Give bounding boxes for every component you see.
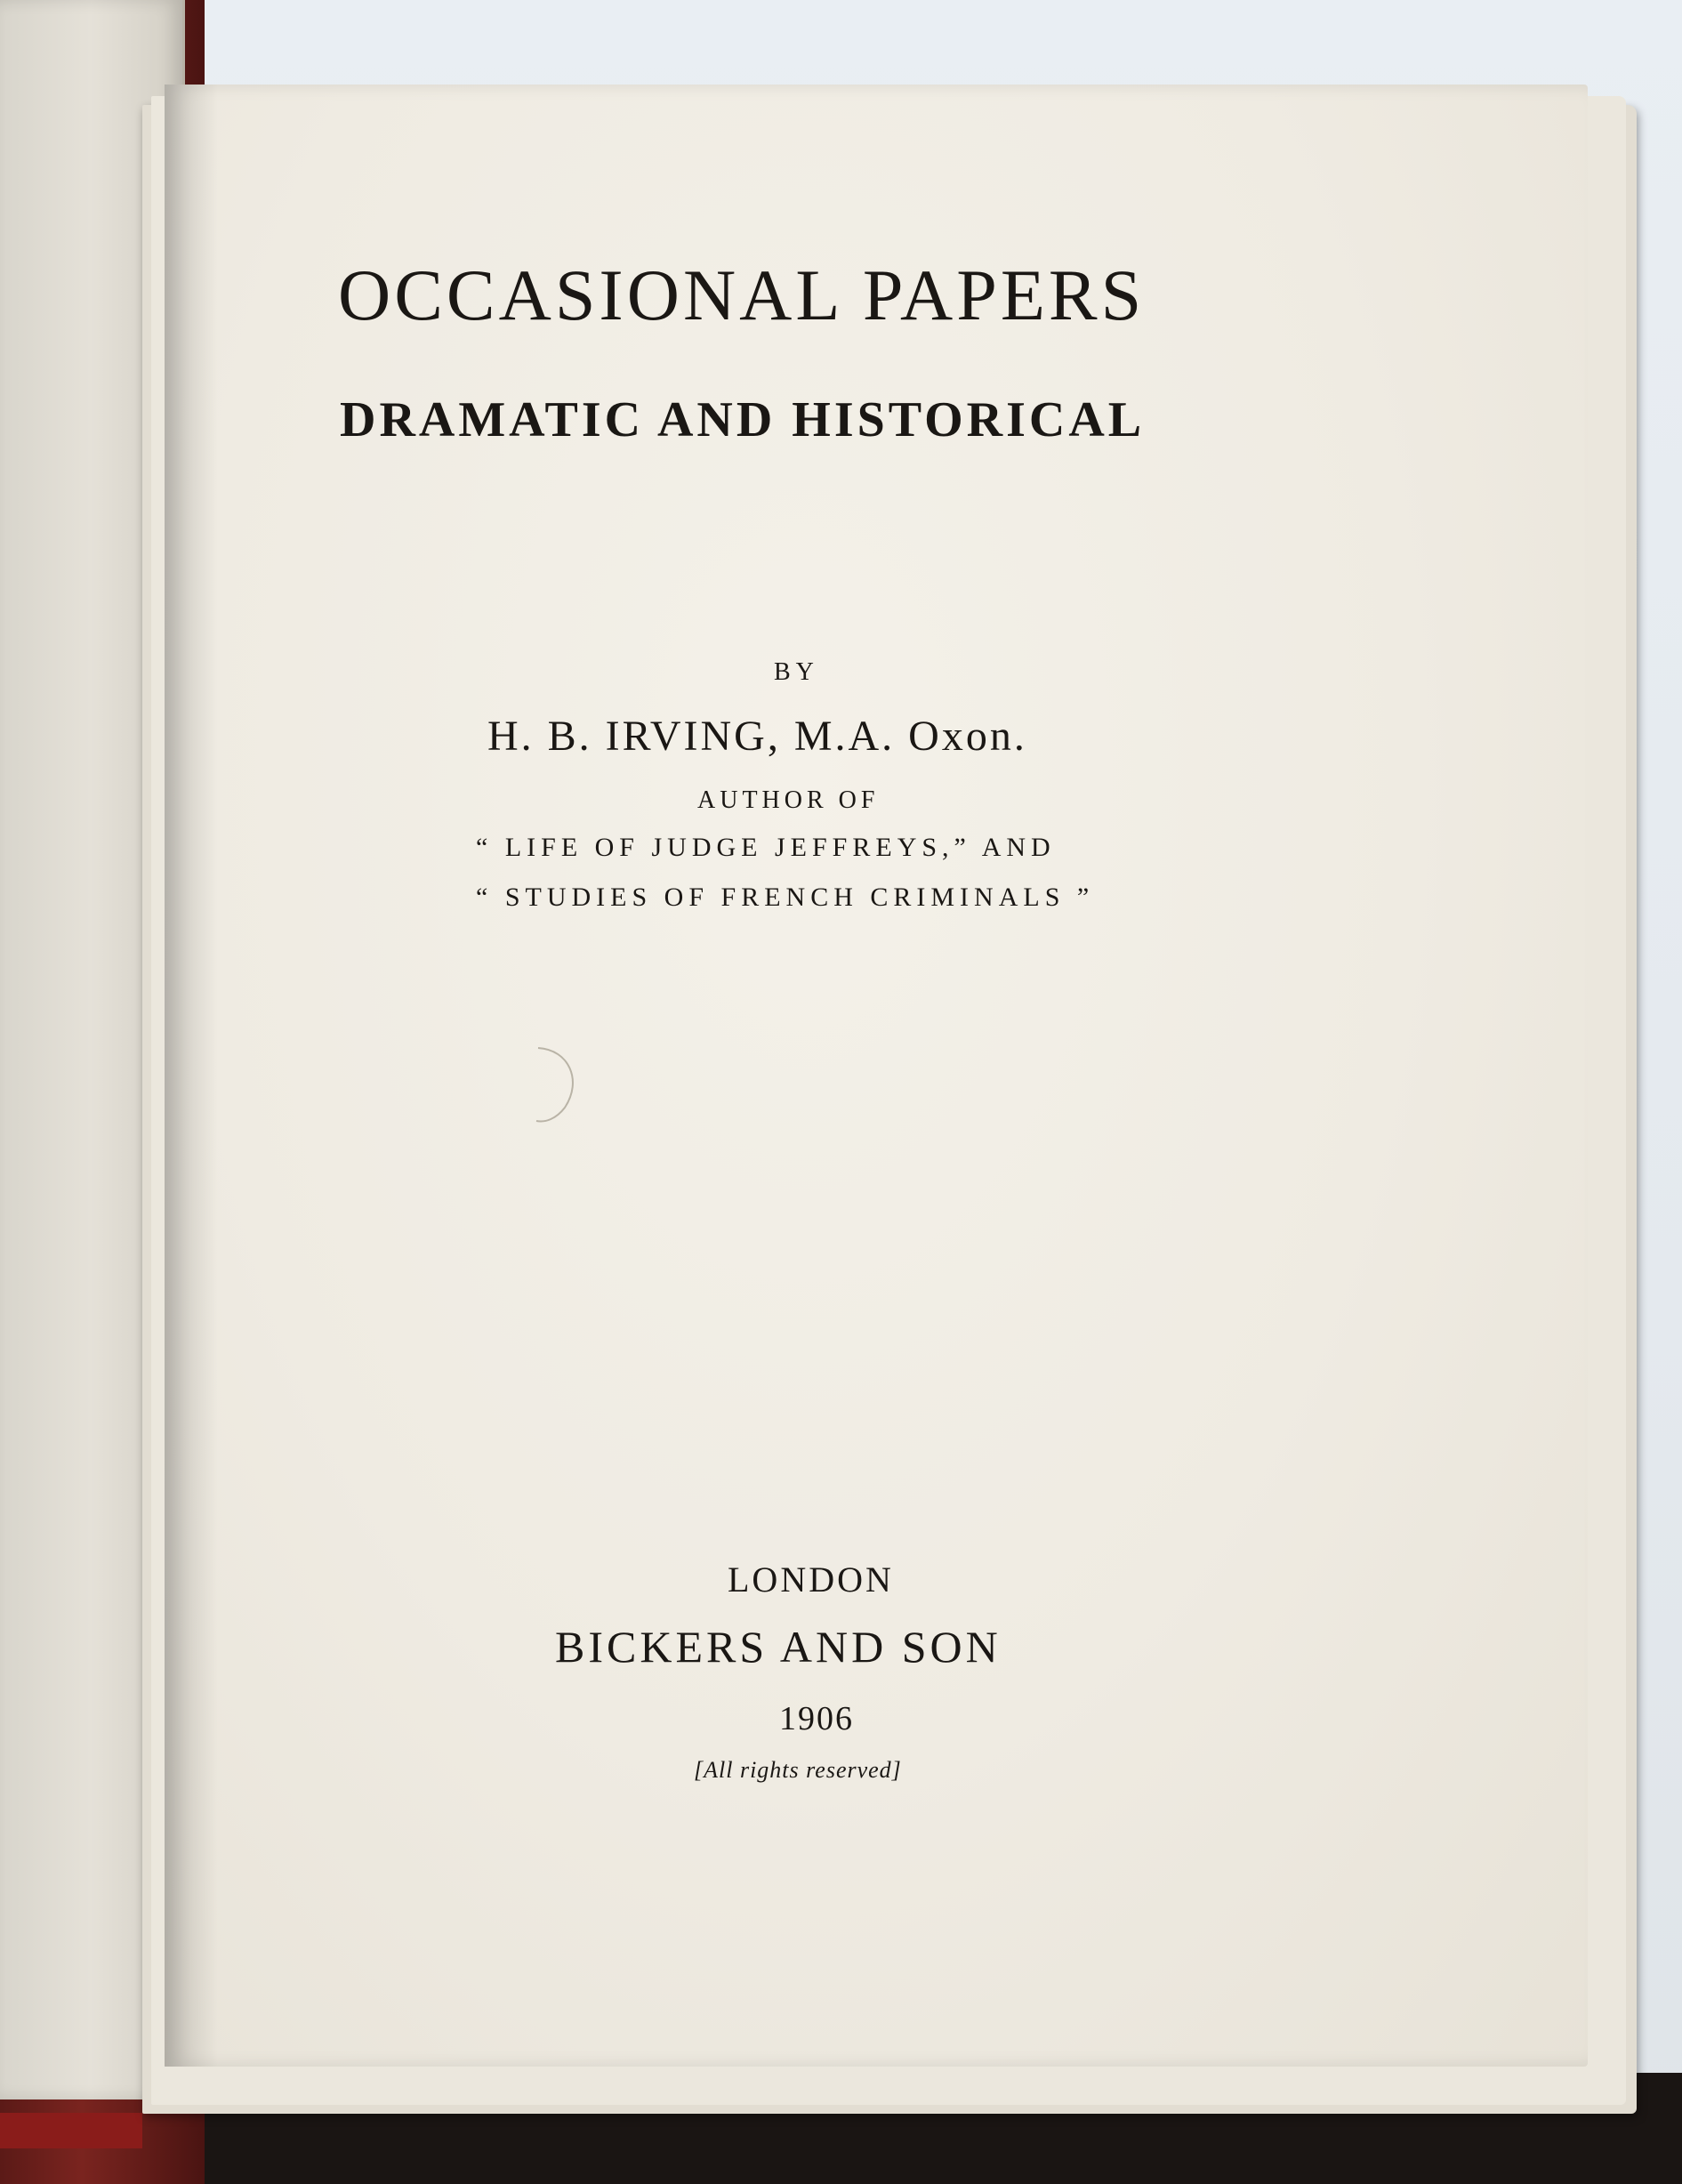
book-subtitle: DRAMATIC AND HISTORICAL <box>340 392 1146 447</box>
previous-work-1: “ LIFE OF JUDGE JEFFREYS,” AND <box>476 833 1056 862</box>
publication-place: LONDON <box>728 1559 894 1600</box>
publisher-name: BICKERS AND SON <box>555 1622 1002 1672</box>
pencil-mark-icon <box>520 1041 592 1130</box>
previous-work-2: “ STUDIES OF FRENCH CRIMINALS ” <box>476 882 1095 912</box>
publication-year: 1906 <box>779 1700 854 1737</box>
rights-notice: [All rights reserved] <box>694 1757 902 1783</box>
by-line: BY <box>774 658 819 686</box>
book-title: OCCASIONAL PAPERS <box>338 254 1146 335</box>
gutter-shadow <box>165 85 218 2067</box>
author-name: H. B. IRVING, M.A. Oxon. <box>487 713 1027 760</box>
cover-edge <box>0 2113 142 2148</box>
author-of-label: AUTHOR OF <box>697 786 880 814</box>
